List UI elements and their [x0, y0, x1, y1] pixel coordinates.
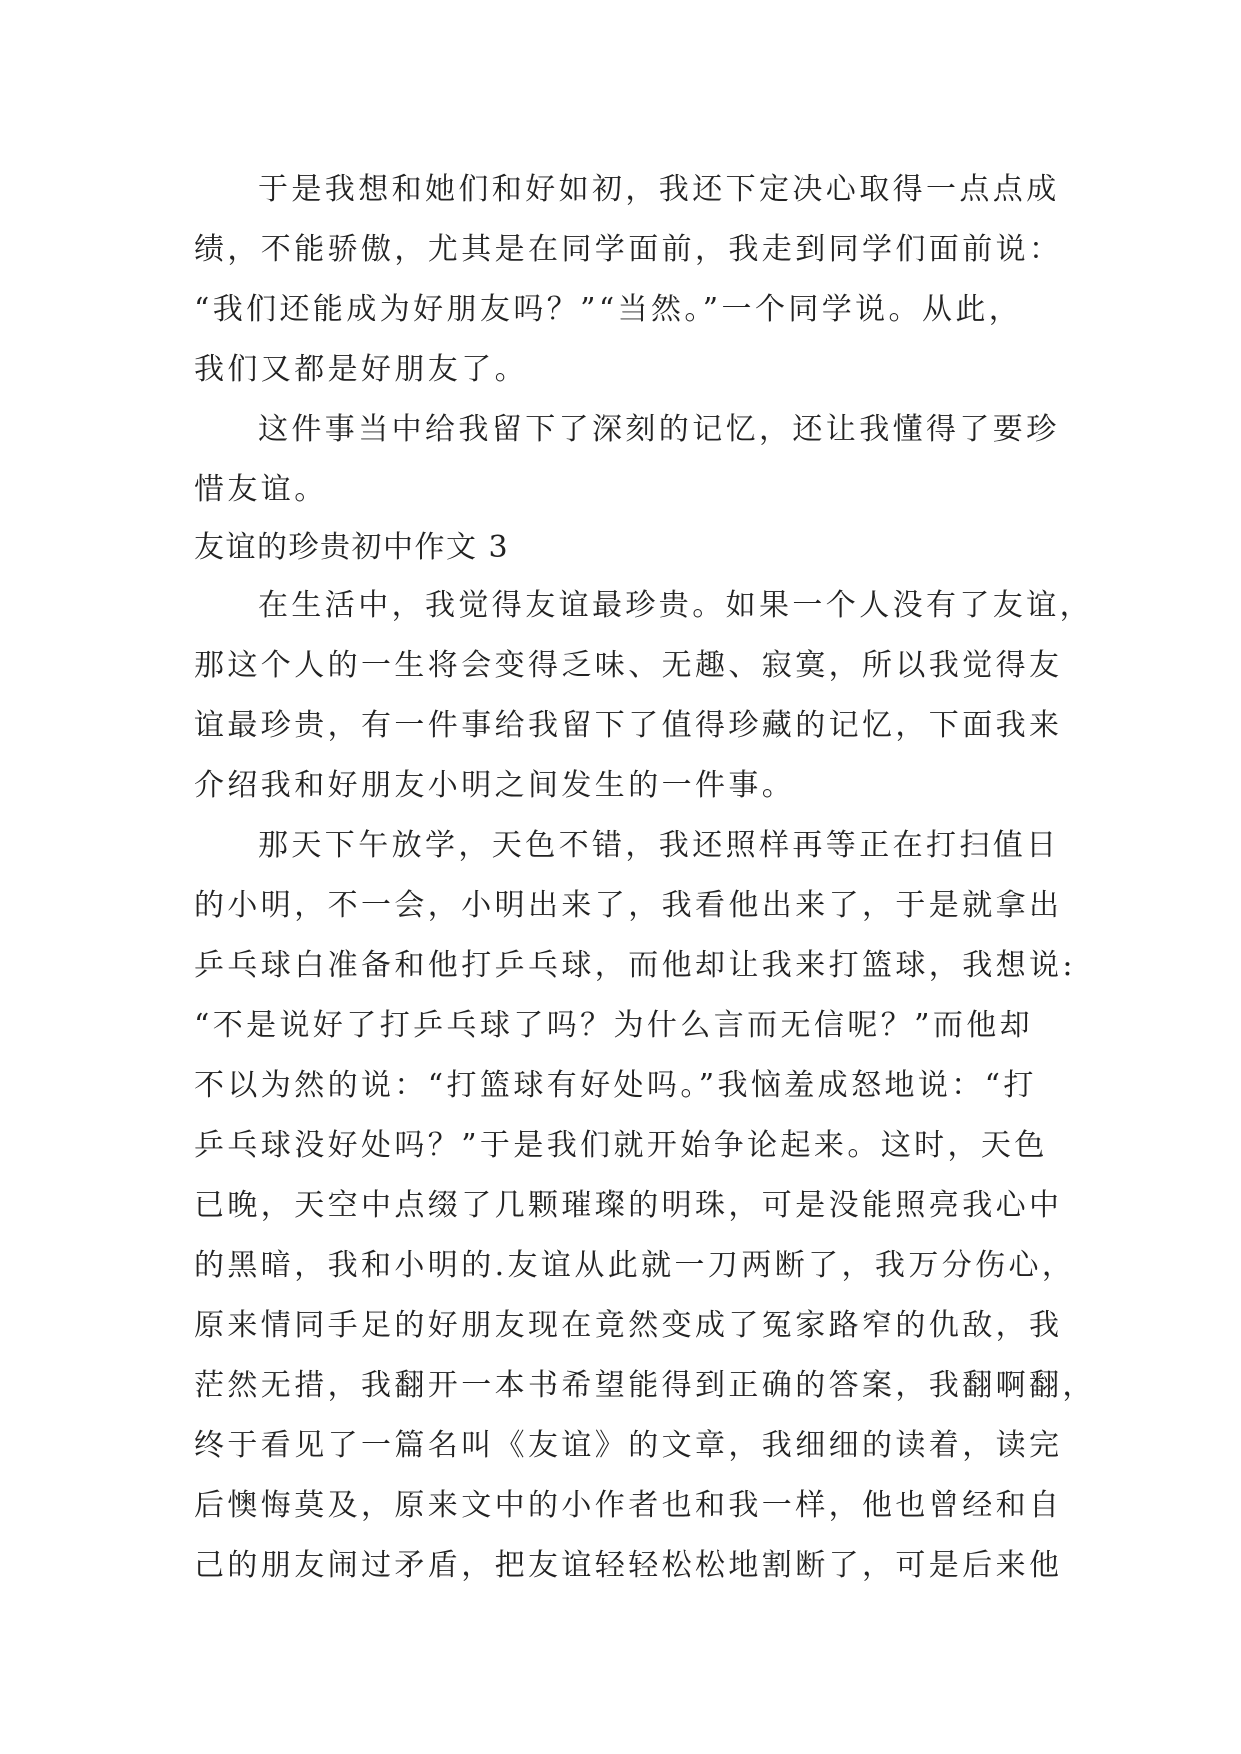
text-line: 后懊悔莫及，原来文中的小作者也和我一样，他也曾经和自: [194, 1488, 1063, 1523]
paragraph-3: [194, 576, 1093, 816]
text-line: 己的朋友闹过矛盾，把友谊轻轻松松地割断了，可是后来他: [194, 1548, 1063, 1583]
section-heading: 友谊的珍贵初中作文 3: [194, 530, 510, 565]
document-body: [194, 160, 1096, 1596]
text-line: 介绍我和好朋友小明之间发生的一件事。: [194, 768, 796, 803]
paragraph-4: [194, 816, 1096, 1596]
text-line: 我们又都是好朋友了。: [194, 352, 528, 387]
text-line: 这件事当中给我留下了深刻的记忆，还让我懂得了要珍: [258, 412, 1060, 447]
text-line: 已晚，天空中点缀了几颗璀璨的明珠，可是没能照亮我心中: [194, 1188, 1063, 1223]
text-line: 茫然无措，我翻开一本书希望能得到正确的答案，我翻啊翻，: [194, 1368, 1096, 1403]
paragraph-1: [194, 160, 1063, 400]
text-line: 乒乓球白准备和他打乒乓球，而他却让我来打篮球，我想说:: [194, 948, 1076, 983]
text-line: 不以为然的说：“打篮球有好处吗。”我恼羞成怒地说：“打: [194, 1068, 1037, 1103]
text-line: 于是我想和她们和好如初，我还下定决心取得一点点成: [258, 172, 1060, 207]
paragraph-2: [194, 400, 1060, 520]
text-line: 终于看见了一篇名叫《友谊》的文章，我细细的读着，读完: [194, 1428, 1063, 1463]
text-line: 的小明，不一会，小明出来了，我看他出来了，于是就拿出: [194, 888, 1063, 923]
text-line: “我们还能成为好朋友吗？”“当然。”一个同学说。从此，: [194, 292, 1023, 327]
text-line: “不是说好了打乒乓球了吗？为什么言而无信呢？”而他却: [194, 1008, 1034, 1043]
text-line: 惜友谊。: [194, 472, 328, 507]
text-line: 谊最珍贵，有一件事给我留下了值得珍藏的记忆，下面我来: [194, 708, 1063, 743]
text-line: 在生活中，我觉得友谊最珍贵。如果一个人没有了友谊，: [258, 588, 1093, 623]
text-line: 乒乓球没好处吗？”于是我们就开始争论起来。这时，天色: [194, 1128, 1048, 1163]
text-line: 那天下午放学，天色不错，我还照样再等正在打扫值日: [258, 828, 1060, 863]
text-line: 那这个人的一生将会变得乏味、无趣、寂寞，所以我觉得友: [194, 648, 1063, 683]
text-line: 绩，不能骄傲，尤其是在同学面前，我走到同学们面前说：: [194, 232, 1063, 267]
text-line: 的黑暗，我和小明的.友谊从此就一刀两断了，我万分伤心，: [194, 1248, 1076, 1283]
text-line: 原来情同手足的好朋友现在竟然变成了冤家路窄的仇敌，我: [194, 1308, 1063, 1343]
